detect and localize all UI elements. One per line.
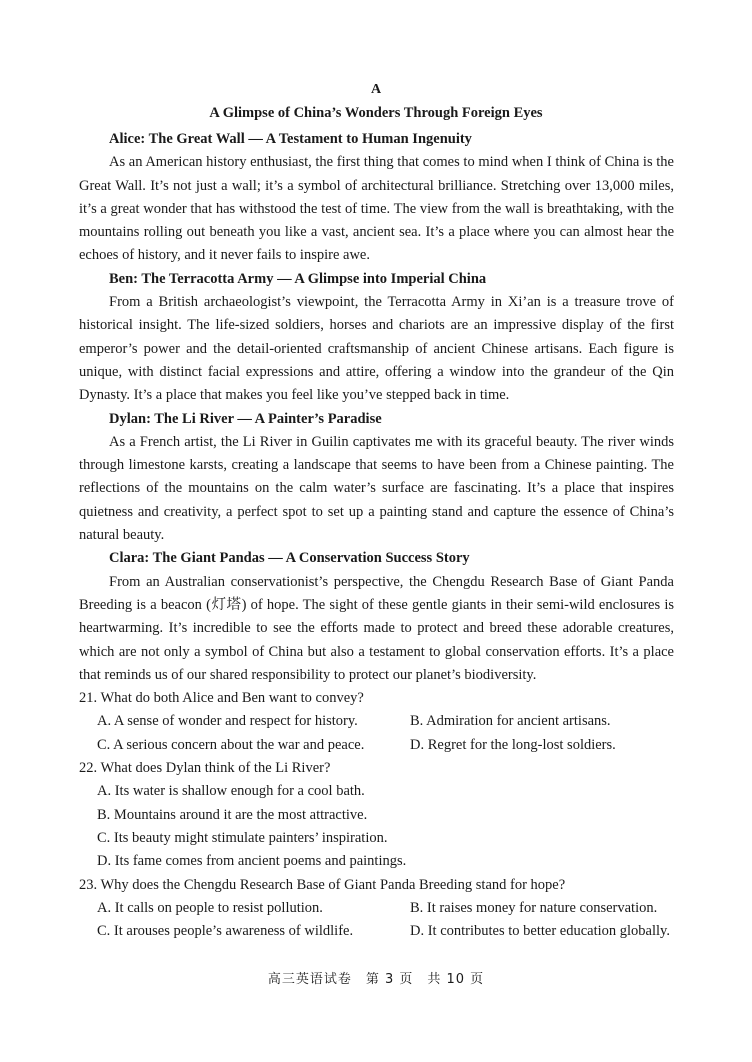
passage-content: [79, 128, 674, 943]
option-row: [79, 710, 674, 733]
option-row: [79, 897, 674, 920]
passage-heading-ben: Ben: The Terracotta Army — A Glimpse into Imperial China: [109, 270, 487, 287]
passage-body-clara: From an Australian conservationist’s perspective, the Chengdu Research Base of Giant Panda Breeding is a beacon (灯塔) of hope. The sight of these gentle giants in their semi-wild enclosures is heartwarming. It’s incredible to see the efforts made to protect and breed these adorable creatures, which are not only a symbol of China but also a testament to global conservation efforts. It’s a place that reminds us of our shared responsibility to protect our planet’s biodiversity.: [79, 573, 674, 683]
option-a: A. Its water is shallow enough for a cool bath.: [97, 783, 365, 800]
option-c: C. Its beauty might stimulate painters’ inspiration.: [97, 829, 388, 846]
question-stem: 22. What does Dylan think of the Li River?: [79, 760, 331, 777]
option-a: A. A sense of wonder and respect for history.: [97, 713, 358, 730]
option-d: D. It contributes to better education globally.: [410, 923, 670, 940]
page-footer: 高三英语试卷 第 3 页 共 10 页: [267, 972, 485, 987]
passage-title: A Glimpse of China’s Wonders Through Foreign Eyes: [209, 105, 543, 121]
question-23: [79, 874, 674, 944]
passage-body-ben: From a British archaeologist’s viewpoint, the Terracotta Army in Xi’an is a treasure trove of historical insight. The life-sized soldiers, horses and chariots are an impressive display of the first emperor’s power and the detail-oriented craftsmanship of ancient Chinese artisans. Each figure is unique, with distinct facial expressions and attire, offering a window into the grandeur of the Qin Dynasty. It’s a place that makes you feel like you’ve stepped back in time.: [79, 294, 674, 404]
question-22: [79, 757, 674, 873]
option-row: [79, 734, 674, 757]
option-row: [79, 920, 674, 943]
passage-body-dylan: As a French artist, the Li River in Guilin captivates me with its graceful beauty. The river winds through limestone karsts, creating a landscape that seems to have been from a Chinese painting. The reflections of the mountains on the calm water’s surface are fascinating. It’s a place that inspires quietness and creativity, a perfect spot to set up a painting stand and capture the essence of China’s natural beauty.: [79, 433, 674, 544]
passage-heading-clara: Clara: The Giant Pandas — A Conservation Success Story: [109, 550, 470, 567]
option-d: D. Regret for the long-lost soldiers.: [410, 736, 616, 753]
option-a: A. It calls on people to resist pollution.: [97, 899, 323, 916]
question-stem: 21. What do both Alice and Ben want to convey?: [79, 690, 364, 707]
option-b: B. Mountains around it are the most attractive.: [97, 806, 368, 823]
question-21: [79, 687, 674, 757]
option-c: C. A serious concern about the war and peace.: [97, 736, 365, 753]
option-c: C. It arouses people’s awareness of wildlife.: [97, 923, 354, 940]
passage-heading-alice: Alice: The Great Wall — A Testament to Human Ingenuity: [109, 131, 472, 147]
option-b: B. Admiration for ancient artisans.: [410, 713, 611, 730]
section-letter: A: [370, 82, 382, 97]
option-d: D. Its fame comes from ancient poems and paintings.: [97, 853, 407, 870]
question-stem: 23. Why does the Chengdu Research Base of Giant Panda Breeding stand for hope?: [79, 876, 566, 893]
passage-heading-dylan: Dylan: The Li River — A Painter’s Paradise: [109, 410, 382, 427]
option-b: B. It raises money for nature conservation.: [410, 899, 658, 916]
passage-body-alice: As an American history enthusiast, the first thing that comes to mind when I think of China is the Great Wall. It’s not just a wall; it’s a symbol of architectural brilliance. Stretching over 13,000 miles, it’s a great wonder that has withstood the test of time. The view from the wall is breathtaking, with the mountains rolling out beneath you like a vast, ancient sea. It’s a place where you can almost hear the echoes of history, and it never fails to inspire awe.: [79, 154, 674, 264]
